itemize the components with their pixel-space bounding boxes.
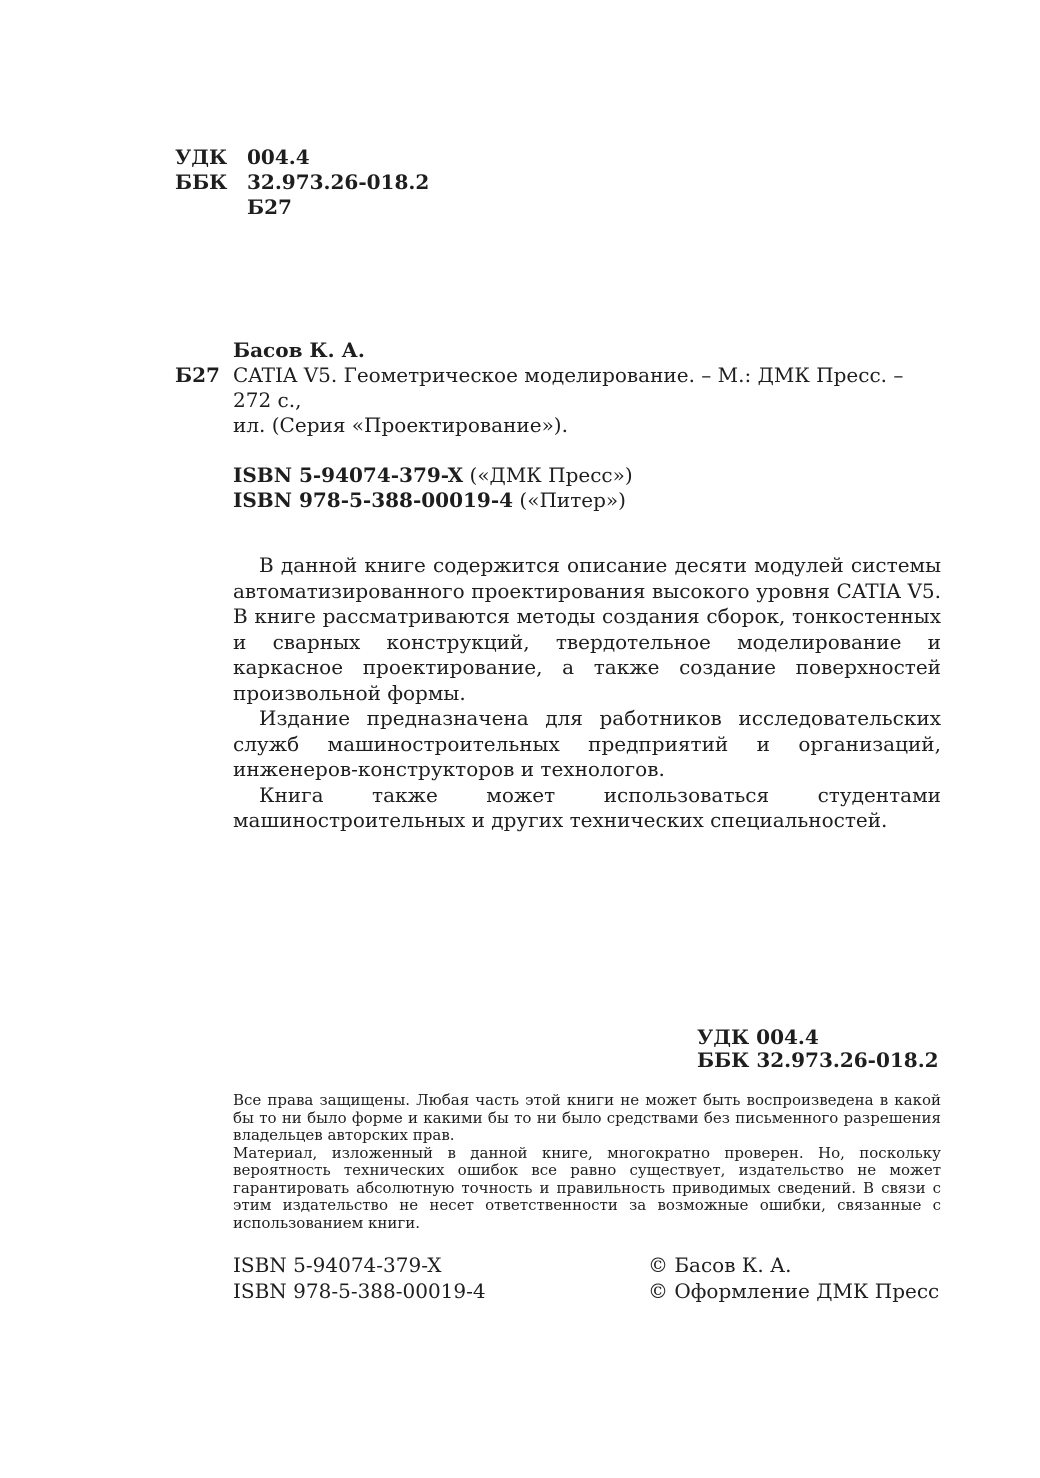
bibliographic-record <box>175 338 933 513</box>
isbn-line <box>233 488 933 513</box>
rights-paragraph: Все права защищены. Любая часть этой книги не может быть воспроизведена в какой бы то ни было форме и какими бы то ни было средствами без письменного разрешения владельцев авторских прав. <box>233 1091 941 1144</box>
udk-bbk-block <box>697 1026 939 1072</box>
udk-label: УДК <box>175 145 228 169</box>
isbn-footer <box>233 1252 486 1304</box>
author-name: Басов К. А. <box>233 338 365 362</box>
series-line: ил. (Серия «Проектирование»). <box>233 413 568 437</box>
abstract <box>233 553 941 834</box>
author-mark-row <box>175 195 429 220</box>
isbn-number: ISBN 978-5-388-00019-4 <box>233 488 514 512</box>
abstract-paragraph: Издание предназначена для работников исследовательских служб машиностроительных предприятий и организаций, инженеров-конструкторов и технологов. <box>233 706 941 781</box>
udk-code: УДК 004.4 <box>697 1025 819 1049</box>
isbn-block <box>233 463 933 513</box>
bbk-code: ББК 32.973.26-018.2 <box>697 1048 939 1072</box>
copyright-line: © Басов К. А. <box>648 1253 792 1277</box>
udk-row <box>175 145 429 170</box>
author-mark-spacer <box>175 195 247 220</box>
isbn-footer-line: ISBN 5-94074-379-X <box>233 1253 442 1277</box>
title-description: CATIA V5. Геометрическое моделирование. – М.: ДМК Пресс. – 272 с., <box>233 363 904 412</box>
bbk-value: 32.973.26-018.2 <box>247 170 430 194</box>
isbn-line <box>233 463 933 488</box>
copyright-block <box>648 1252 939 1304</box>
rights-notice <box>233 1092 941 1232</box>
udk-value: 004.4 <box>247 145 310 169</box>
abstract-paragraph: Книга также может использоваться студентами машиностроительных и других технических специальностей. <box>233 782 941 832</box>
bibliographic-entry <box>175 363 933 413</box>
isbn-number: ISBN 5-94074-379-X <box>233 463 464 487</box>
abstract-paragraph: В данной книге содержится описание десяти модулей системы автоматизированного проектирования высокого уровня CATIA V5. В книге рассматриваются методы создания сборок, тонкостенных и сварных конструкций, твердотельное моделирование и каркасное проектирование, а также создание поверхностей произвольной формы. <box>233 553 941 705</box>
isbn-publisher: («Питер») <box>519 488 626 512</box>
isbn-footer-line: ISBN 978-5-388-00019-4 <box>233 1279 486 1303</box>
isbn-publisher: («ДМК Пресс») <box>469 463 633 487</box>
classification-codes <box>175 145 429 220</box>
author-mark-value: Б27 <box>247 195 292 219</box>
rights-paragraph: Материал, изложенный в данной книге, многократно проверен. Но, поскольку вероятность технических ошибок все равно существует, издательство не может гарантировать абсолютную точность и правильность приводимых сведений. В связи с этим издательство не несет ответственности за возможные ошибки, связанные с использованием книги. <box>233 1143 941 1232</box>
copyright-line: © Оформление ДМК Пресс <box>648 1279 940 1303</box>
bbk-row <box>175 170 429 195</box>
author-mark: Б27 <box>175 363 220 387</box>
bbk-label: ББК <box>175 170 228 194</box>
